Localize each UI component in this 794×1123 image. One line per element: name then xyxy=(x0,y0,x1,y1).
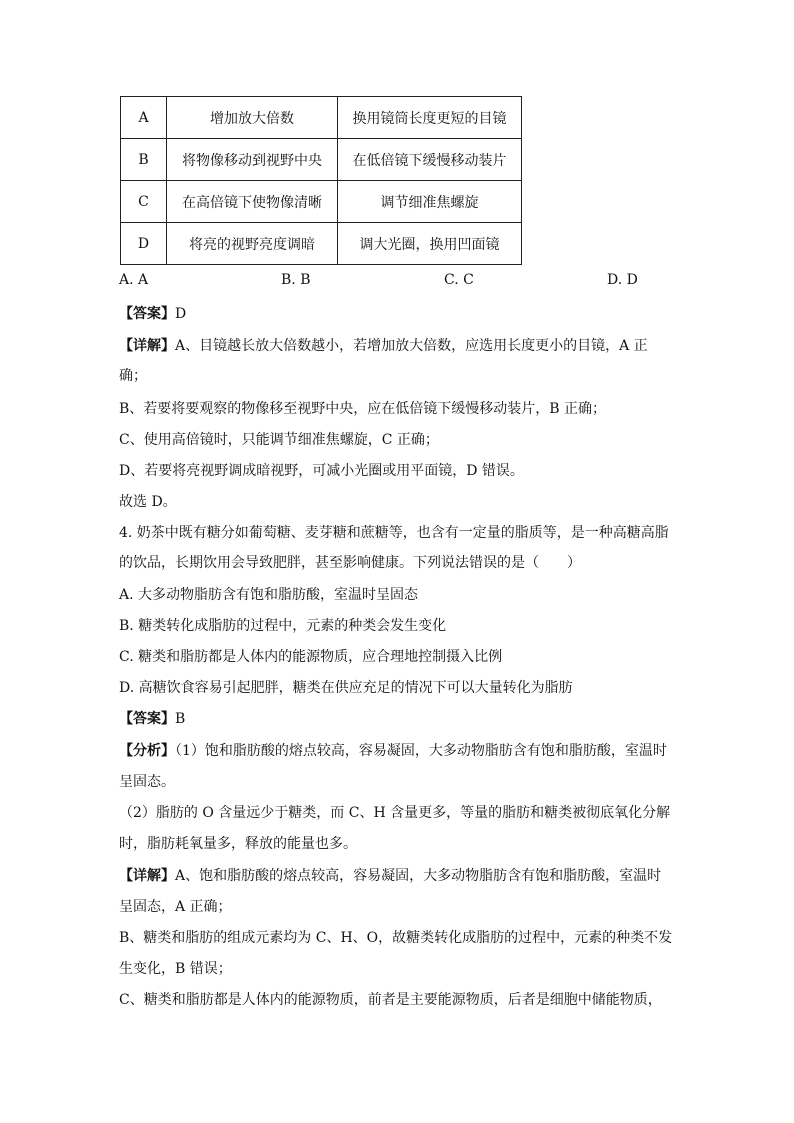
choice-a: A. A xyxy=(119,272,149,288)
q4-detail-line: C、糖类和脂肪都是人体内的能源物质，前者是主要能源物质，后者是细胞中储能物质， xyxy=(119,992,662,1008)
table-cell: 将物像移动到视野中央 xyxy=(167,139,338,181)
q3-detail-line: 故选 D。 xyxy=(119,494,177,510)
q4-stem-line: 的饮品，长期饮用会导致肥胖，甚至影响健康。下列说法错误的是（ ） xyxy=(119,555,581,571)
q4-detail-line: 生变化，B 错误； xyxy=(119,961,232,977)
answer-value: B xyxy=(175,711,186,727)
q4-option-b: B. 糖类转化成脂肪的过程中，元素的种类会发生变化 xyxy=(119,618,447,634)
options-table xyxy=(120,96,522,265)
table-row xyxy=(121,139,522,181)
table-row xyxy=(121,181,522,223)
q3-detail-line xyxy=(119,336,679,356)
table-row xyxy=(121,223,522,265)
table-cell: 换用镜筒长度更短的目镜 xyxy=(338,97,522,139)
table-cell: A xyxy=(121,97,167,139)
q3-detail-line: D、若要将亮视野调成暗视野，可减小光圈或用平面镜，D 错误。 xyxy=(119,463,524,479)
q3-answer xyxy=(119,304,679,324)
table-cell: 调大光圈，换用凹面镜 xyxy=(338,223,522,265)
table-cell: D xyxy=(121,223,167,265)
detail-label: 【详解】 xyxy=(119,338,175,354)
answer-label: 【答案】 xyxy=(119,306,175,322)
q4-option-d: D. 高糖饮食容易引起肥胖，糖类在供应充足的情况下可以大量转化为脂肪 xyxy=(119,680,573,696)
q3-detail-line: C、使用高倍镜时，只能调节细准焦螺旋，C 正确； xyxy=(119,432,439,448)
detail-text: A、饱和脂肪酸的熔点较高，容易凝固，大多动物脂肪含有饱和脂肪酸，室温时 xyxy=(175,868,662,884)
detail-text: A、目镜越长放大倍数越小，若增加放大倍数，应选用长度更小的目镜，A 正 xyxy=(175,338,648,354)
choice-d: D. D xyxy=(607,272,638,288)
q4-analysis-line: 时，脂肪耗氧量多，释放的能量也多。 xyxy=(119,836,357,852)
table-cell: C xyxy=(121,181,167,223)
detail-label: 【详解】 xyxy=(119,868,175,884)
table-cell: 调节细准焦螺旋 xyxy=(338,181,522,223)
q3-detail-line: 确； xyxy=(119,368,147,384)
answer-label: 【答案】 xyxy=(119,711,175,727)
table-cell: 在高倍镜下使物像清晰 xyxy=(167,181,338,223)
analysis-text: （1）饱和脂肪酸的熔点较高，容易凝固，大多动物脂肪含有饱和脂肪酸，室温时 xyxy=(175,743,667,759)
q4-analysis-line: （2）脂肪的 O 含量远少于糖类，而 C、H 含量更多，等量的脂肪和糖类被彻底氧化分解 xyxy=(119,805,671,821)
table-cell: 将亮的视野亮度调暗 xyxy=(167,223,338,265)
choice-c: C. C xyxy=(444,272,474,288)
table-cell: 增加放大倍数 xyxy=(167,97,338,139)
q4-detail-line: 呈固态，A 正确； xyxy=(119,899,232,915)
q4-analysis-line: 呈固态。 xyxy=(119,774,175,790)
q4-stem-line: 4. 奶茶中既有糖分如葡萄糖、麦芽糖和蔗糖等，也含有一定量的脂质等，是一种高糖高脂 xyxy=(119,525,669,541)
table-cell: B xyxy=(121,139,167,181)
q4-answer xyxy=(119,709,679,729)
table-cell: 在低倍镜下缓慢移动装片 xyxy=(338,139,522,181)
q4-detail-line xyxy=(119,866,679,886)
q4-detail-line: B、糖类和脂肪的组成元素均为 C、H、O，故糖类转化成脂肪的过程中，元素的种类不发 xyxy=(119,930,673,946)
choice-b: B. B xyxy=(281,272,311,288)
table-row xyxy=(121,97,522,139)
q4-analysis-line xyxy=(119,741,679,761)
q4-option-c: C. 糖类和脂肪都是人体内的能源物质，应合理地控制摄入比例 xyxy=(119,649,503,665)
q3-detail-line: B、若要将要观察的物像移至视野中央，应在低倍镜下缓慢移动装片，B 正确； xyxy=(119,401,607,417)
answer-value: D xyxy=(175,306,187,322)
analysis-label: 【分析】 xyxy=(119,743,175,759)
q4-option-a: A. 大多动物脂肪含有饱和脂肪酸，室温时呈固态 xyxy=(119,587,419,603)
q3-choices xyxy=(119,272,639,292)
